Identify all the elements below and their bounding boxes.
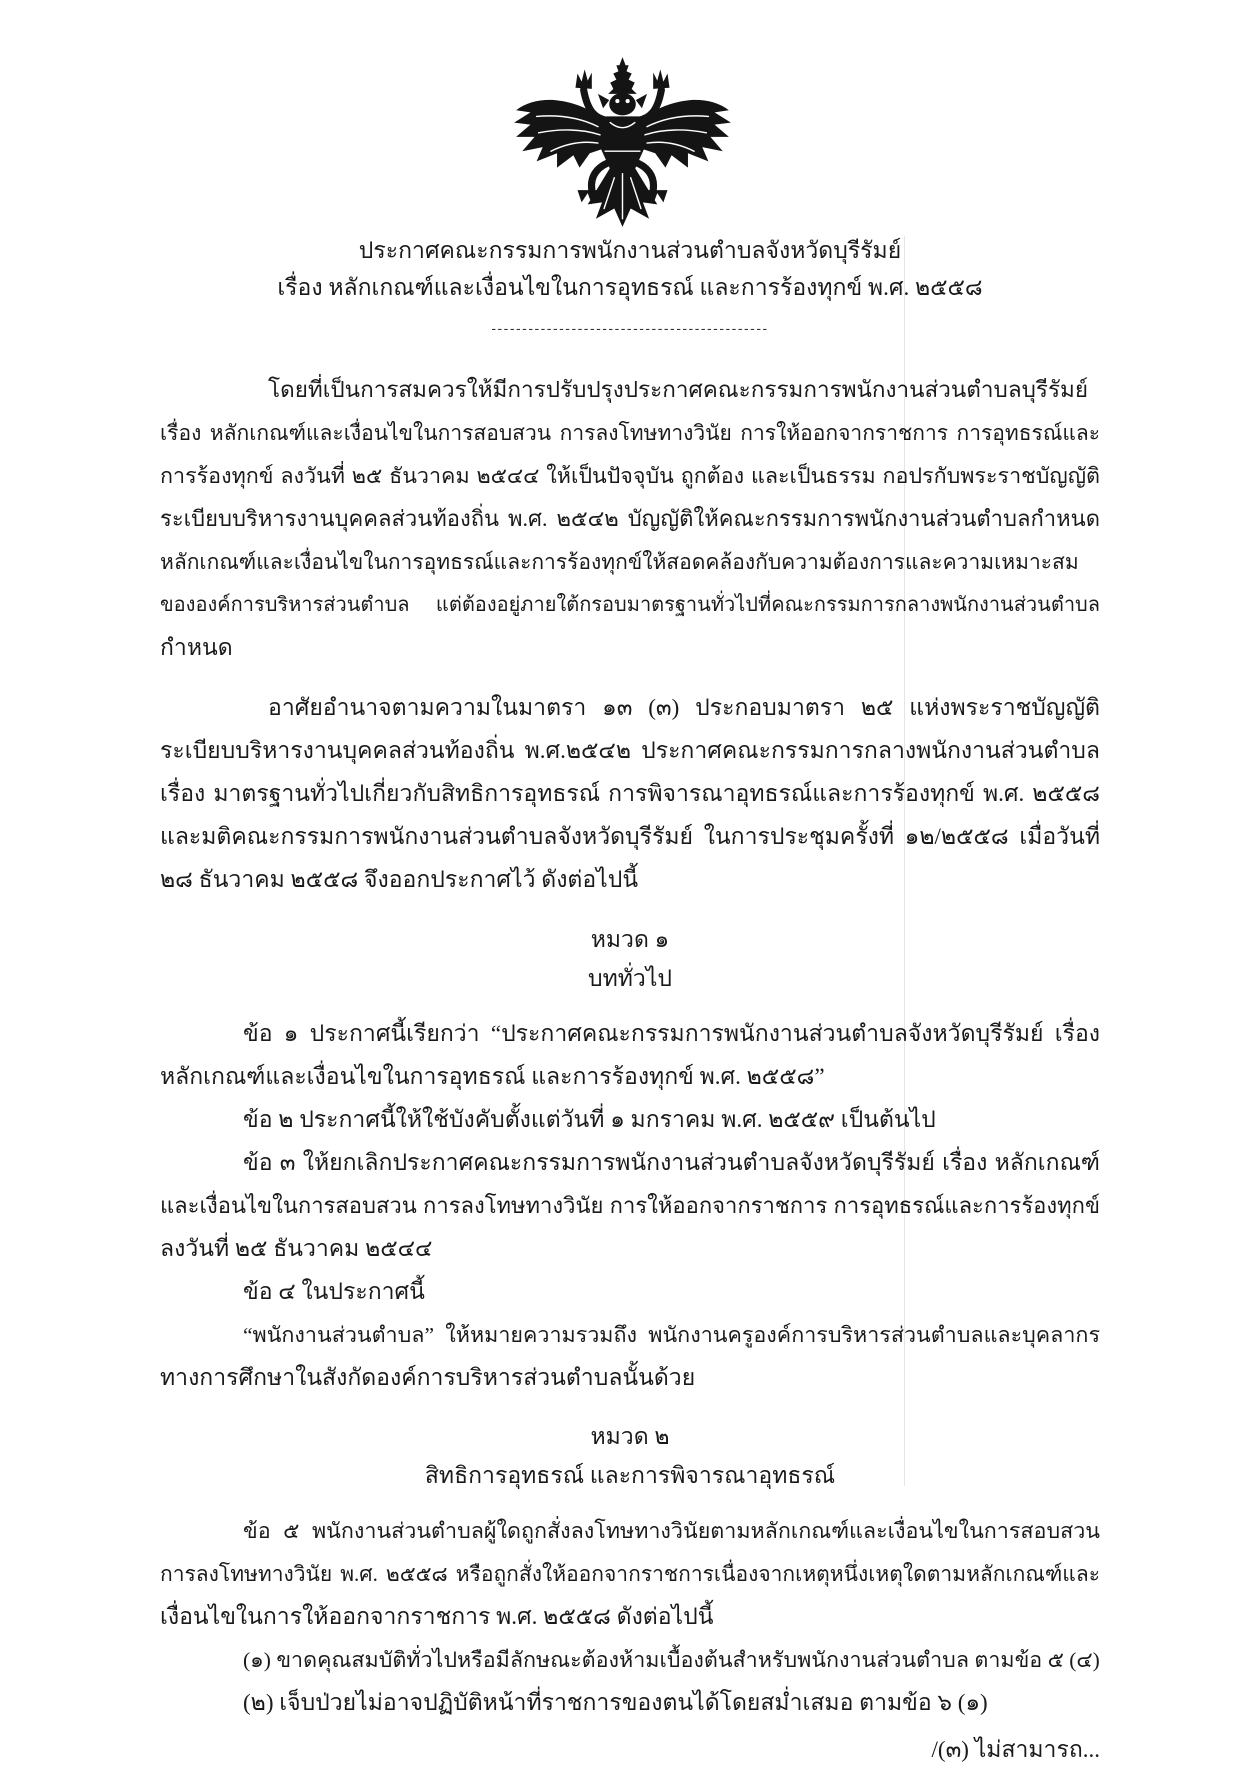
document-subject: เรื่อง หลักเกณฑ์และเงื่อนไขในการอุทธรณ์ และการร้องทุกข์ พ.ศ. ๒๕๕๘ bbox=[277, 275, 983, 300]
clause-line: ข้อ ๔ ในประกาศนี้ bbox=[243, 1279, 425, 1304]
chapter-number: หมวด ๒ bbox=[590, 1424, 670, 1449]
paragraph-line: ระเบียบบริหารงานบุคคลส่วนท้องถิ่น พ.ศ.๒๕๔๒ ประกาศคณะกรรมการกลางพนักงานส่วนตำบล bbox=[160, 738, 1100, 763]
clause-line: “พนักงานส่วนตำบล” ให้หมายความรวมถึง พนักงานครูองค์การบริหารส่วนตำบลและบุคลากร bbox=[243, 1323, 1100, 1347]
clause-line: ข้อ ๑ ประกาศนี้เรียกว่า “ประกาศคณะกรรมการพนักงานส่วนตำบลจังหวัดบุรีรัมย์ เรื่อง bbox=[243, 1021, 1100, 1046]
paragraph-line: การร้องทุกข์ ลงวันที่ ๒๕ ธันวาคม ๒๕๔๔ ให้เป็นปัจจุบัน ถูกต้อง และเป็นธรรม กอปรกับพระราชบัญญัติ bbox=[160, 464, 1100, 488]
clause-line: หลักเกณฑ์และเงื่อนไขในการอุทธรณ์ และการร้องทุกข์ พ.ศ. ๒๕๕๘” bbox=[160, 1064, 825, 1089]
garuda-ear-right bbox=[636, 94, 647, 108]
garuda-hand-left bbox=[575, 69, 591, 88]
clause-line: ลงวันที่ ๒๕ ธันวาคม ๒๕๔๔ bbox=[160, 1236, 433, 1261]
clause-line: ข้อ ๒ ประกาศนี้ให้ใช้บังคับตั้งแต่วันที่ ๑ มกราคม พ.ศ. ๒๕๕๙ เป็นต้นไป bbox=[243, 1107, 936, 1132]
clause-line: ข้อ ๓ ให้ยกเลิกประกาศคณะกรรมการพนักงานส่วนตำบลจังหวัดบุรีรัมย์ เรื่อง หลักเกณฑ์ bbox=[243, 1150, 1100, 1175]
garuda-crown bbox=[608, 57, 637, 94]
clause-line: ทางการศึกษาในสังกัดองค์การบริหารส่วนตำบลนั้นด้วย bbox=[160, 1365, 696, 1390]
garuda-eye-right bbox=[626, 99, 630, 103]
paragraph-line: เรื่อง มาตรฐานทั่วไปเกี่ยวกับสิทธิการอุทธรณ์ การพิจารณาอุทธรณ์และการร้องทุกข์ พ.ศ. ๒๕๕๘ bbox=[160, 781, 1100, 806]
garuda-head bbox=[609, 93, 636, 116]
paragraph-line: ๒๘ ธันวาคม ๒๕๕๘ จึงออกประกาศไว้ ดังต่อไปนี้ bbox=[160, 867, 639, 892]
garuda-ear-left bbox=[598, 94, 609, 108]
clause-line: และเงื่อนไขในการสอบสวน การลงโทษทางวินัย การให้ออกจากราชการ การอุทธรณ์และการร้องทุกข์ bbox=[160, 1193, 1100, 1218]
clause-line: ข้อ ๕ พนักงานส่วนตำบลผู้ใดถูกสั่งลงโทษทางวินัยตามหลักเกณฑ์และเงื่อนไขในการสอบสวน bbox=[243, 1519, 1100, 1543]
paragraph-line: หลักเกณฑ์และเงื่อนไขในการอุทธรณ์และการร้องทุกข์ให้สอดคล้องกับความต้องการและความเหมาะสม bbox=[160, 550, 1079, 574]
paragraph-line: ระเบียบบริหารงานบุคคลส่วนท้องถิ่น พ.ศ. ๒๕๔๒ บัญญัติให้คณะกรรมการพนักงานส่วนตำบลกำหนด bbox=[160, 506, 1100, 531]
chapter-title: บททั่วไป bbox=[587, 966, 672, 991]
clause-line: (๑) ขาดคุณสมบัติทั่วไปหรือมีลักษณะต้องห้ามเบื้องต้นสำหรับพนักงานส่วนตำบล ตามข้อ ๕ (๔) bbox=[243, 1648, 1100, 1672]
garuda-emblem-icon bbox=[510, 55, 735, 229]
garuda-eye-left bbox=[615, 99, 619, 103]
paragraph-line: ขององค์การบริหารส่วนตำบล แต่ต้องอยู่ภายใต้กรอบมาตรฐานทั่วไปที่คณะกรรมการกลางพนักงานส่วนตำบล bbox=[160, 594, 1100, 616]
clause-line: การลงโทษทางวินัย พ.ศ. ๒๕๕๘ หรือถูกสั่งให้ออกจากราชการเนื่องจากเหตุหนึ่งเหตุใดตามหลักเกณฑ์และ bbox=[160, 1562, 1100, 1586]
garuda-hand-right bbox=[653, 69, 669, 88]
paragraph-line: กำหนด bbox=[160, 635, 233, 660]
paragraph-line: โดยที่เป็นการสมควรให้มีการปรับปรุงประกาศคณะกรรมการพนักงานส่วนตำบลบุรีรัมย์ bbox=[268, 377, 1089, 402]
title-separator: --------------------------------------------- bbox=[491, 320, 769, 336]
next-page-continuation: /(๓) ไม่สามารถ... bbox=[931, 1737, 1100, 1762]
chapter-number: หมวด ๑ bbox=[590, 927, 670, 952]
chapter-title: สิทธิการอุทธรณ์ และการพิจารณาอุทธรณ์ bbox=[424, 1463, 836, 1488]
document-title: ประกาศคณะกรรมการพนักงานส่วนตำบลจังหวัดบุรีรัมย์ bbox=[358, 238, 902, 263]
paragraph-line: และมติคณะกรรมการพนักงานส่วนตำบลจังหวัดบุรีรัมย์ ในการประชุมครั้งที่ ๑๒/๒๕๕๘ เมื่อวันที่ bbox=[160, 824, 1100, 849]
clause-line: เงื่อนไขในการให้ออกจากราชการ พ.ศ. ๒๕๕๘ ดังต่อไปนี้ bbox=[160, 1604, 714, 1629]
clause-line: (๒) เจ็บป่วยไม่อาจปฏิบัติหน้าที่ราชการของตนได้โดยสม่ำเสมอ ตามข้อ ๖ (๑) bbox=[243, 1690, 988, 1715]
paragraph-line: เรื่อง หลักเกณฑ์และเงื่อนไขในการสอบสวน การลงโทษทางวินัย การให้ออกจากราชการ การอุทธรณ์และ bbox=[160, 421, 1100, 445]
paragraph-line: อาศัยอำนาจตามความในมาตรา ๑๓ (๓) ประกอบมาตรา ๒๕ แห่งพระราชบัญญัติ bbox=[268, 695, 1100, 720]
